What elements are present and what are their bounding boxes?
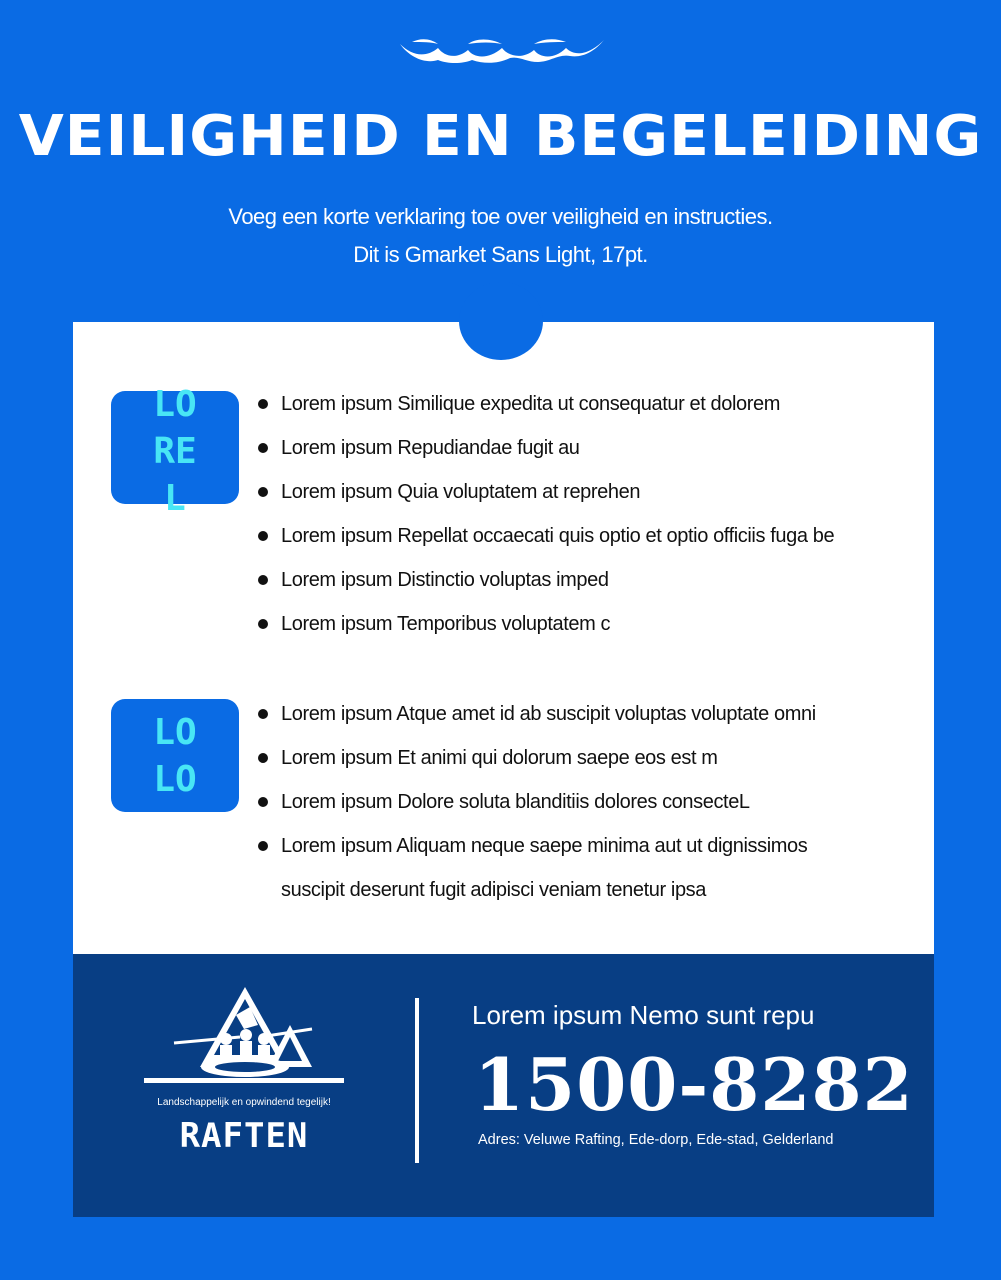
- badge-text: LO: [153, 712, 197, 753]
- waves-icon: [398, 36, 606, 68]
- phone-number: 1500-8282: [474, 1042, 914, 1127]
- list-item: Lorem ipsum Distinctio voluptas imped: [258, 558, 834, 602]
- list-item: Lorem ipsum Aliquam neque saepe minima aut ut dignissimos: [258, 824, 816, 868]
- logo-divider: [144, 1078, 344, 1083]
- list-item: Lorem ipsum Et animi qui dolorum saepe eos est m: [258, 736, 816, 780]
- raft-mountain-icon: [140, 985, 350, 1085]
- bullet-list: [258, 692, 816, 912]
- brand-name: RAFTEN: [179, 1116, 309, 1156]
- list-item: Lorem ipsum Atque amet id ab suscipit voluptas voluptate omni: [258, 692, 816, 736]
- list-item: Lorem ipsum Quia voluptatem at reprehen: [258, 470, 834, 514]
- subtitle-line: Dit is Gmarket Sans Light, 17pt.: [353, 242, 648, 267]
- section-badge: [111, 384, 239, 519]
- panel-notch: [459, 282, 543, 360]
- badge-text: LO: [153, 759, 197, 800]
- list-item: Lorem ipsum Repudiandae fugit au: [258, 426, 834, 470]
- subtitle-line: Voeg een korte verklaring toe over veiligheid en instructies.: [228, 204, 773, 229]
- address: Adres: Veluwe Rafting, Ede-dorp, Ede-stad, Gelderland: [478, 1132, 834, 1148]
- list-item: Lorem ipsum Dolore soluta blanditiis dolores consecteL: [258, 780, 816, 824]
- list-item-continuation: suscipit deserunt fugit adipisci veniam tenetur ipsa: [281, 879, 706, 901]
- page-subtitle: [0, 198, 1001, 274]
- contact-label: Lorem ipsum Nemo sunt repu: [472, 1000, 815, 1030]
- page-title: VEILIGHEID EN BEGELEIDING: [18, 104, 983, 169]
- footer-divider: [415, 998, 419, 1163]
- badge-text: RE: [153, 431, 197, 472]
- list-item: Lorem ipsum Similique expedita ut consequatur et dolorem: [258, 382, 834, 426]
- tagline: Landschappelijk en opwindend tegelijk!: [157, 1097, 331, 1108]
- badge-text: LO: [153, 384, 197, 425]
- section-badge: [111, 699, 239, 812]
- badge-text: L: [164, 478, 186, 519]
- bullet-list: [258, 382, 834, 646]
- list-item: Lorem ipsum Temporibus voluptatem c: [258, 602, 834, 646]
- list-item: Lorem ipsum Repellat occaecati quis optio et optio officiis fuga be: [258, 514, 834, 558]
